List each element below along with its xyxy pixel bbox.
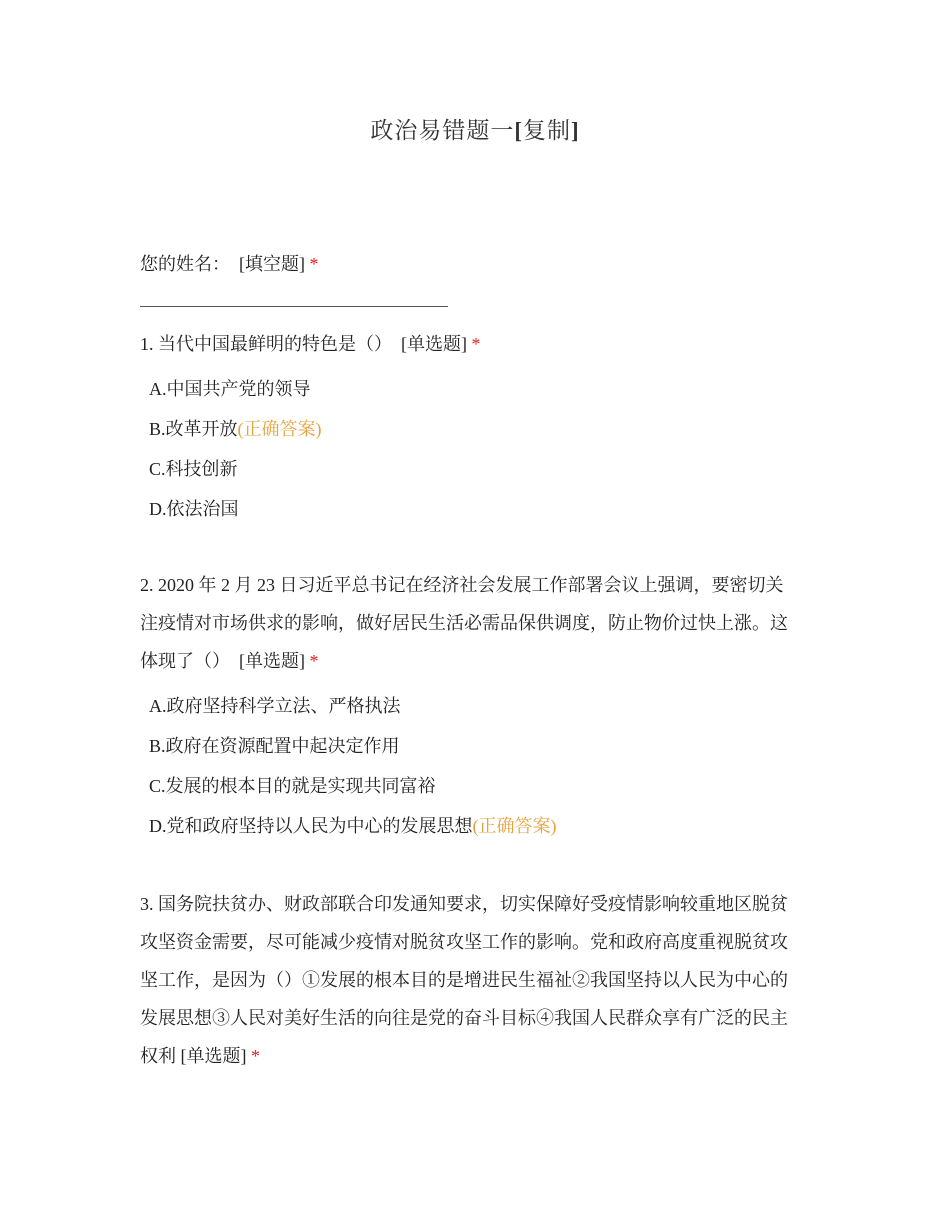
title-main: 政治易错题一 — [370, 118, 515, 143]
question-text-line: 国务院扶贫办、财政部联合印发通知要求，切实保障好受疫情影响较重地区脱贫 — [158, 894, 788, 914]
question-number: 3. — [140, 894, 154, 914]
question-3 — [140, 885, 820, 1075]
option-b[interactable] — [149, 409, 820, 449]
question-2-title — [140, 566, 820, 680]
name-label: 您的姓名： — [140, 254, 230, 274]
question-text-line: 注疫情对市场供求的影响，做好居民生活必需品保供调度，防止物价过快上涨。这 — [140, 613, 788, 633]
required-mark: * — [251, 1046, 260, 1066]
question-1 — [140, 325, 820, 529]
question-2 — [140, 566, 820, 846]
option-a[interactable] — [149, 369, 820, 409]
title-copy: 复制 — [523, 118, 571, 143]
option-label: D.党和政府坚持以人民为中心的发展思想 — [149, 816, 473, 836]
question-type: [单选题] — [401, 334, 467, 354]
option-label: C.发展的根本目的就是实现共同富裕 — [149, 776, 436, 796]
title-bracket-close: ] — [571, 118, 580, 143]
option-label: B.改革开放 — [149, 419, 238, 439]
question-number: 2. — [140, 575, 154, 595]
question-text-line: 体现了（） — [140, 651, 230, 671]
option-label: A.中国共产党的领导 — [149, 379, 311, 399]
correct-answer-tag: (正确答案) — [472, 816, 557, 836]
option-label: D.依法治国 — [149, 499, 239, 519]
option-c[interactable] — [149, 449, 820, 489]
question-text: 当代中国最鲜明的特色是（） — [158, 334, 392, 354]
name-question — [140, 245, 820, 283]
question-text-line: 权利 — [140, 1046, 176, 1066]
question-1-title — [140, 325, 820, 363]
required-mark: * — [309, 651, 319, 671]
question-text-line: 2020 年 2 月 23 日习近平总书记在经济社会发展工作部署会议上强调，要密切关 — [158, 575, 784, 595]
option-b[interactable] — [149, 726, 820, 766]
option-c[interactable] — [149, 766, 820, 806]
option-a[interactable] — [149, 686, 820, 726]
question-text-line: 攻坚资金需要，尽可能减少疫情对脱贫攻坚工作的影响。党和政府高度重视脱贫攻 — [140, 932, 788, 952]
option-label: A.政府坚持科学立法、严格执法 — [149, 696, 401, 716]
option-d[interactable] — [149, 806, 820, 846]
question-text-line: 发展思想③人民对美好生活的向往是党的奋斗目标④我国人民群众享有广泛的民主 — [140, 1008, 788, 1028]
option-d[interactable] — [149, 489, 820, 529]
question-text-line: 坚工作，是因为（）①发展的根本目的是增进民生福祉②我国坚持以人民为中心的 — [140, 970, 788, 990]
question-type: [单选题] — [180, 1046, 247, 1066]
required-mark: * — [471, 334, 481, 354]
document-title — [0, 112, 950, 145]
title-bracket-open: [ — [514, 118, 523, 143]
required-mark: * — [309, 254, 319, 274]
question-type: [单选题] — [239, 651, 305, 671]
correct-answer-tag: (正确答案) — [237, 419, 322, 439]
option-label: B.政府在资源配置中起决定作用 — [149, 736, 400, 756]
name-answer-line[interactable] — [140, 306, 448, 307]
question-number: 1. — [140, 334, 154, 354]
option-label: C.科技创新 — [149, 459, 238, 479]
question-3-title — [140, 885, 820, 1075]
name-type: [填空题] — [239, 254, 305, 274]
